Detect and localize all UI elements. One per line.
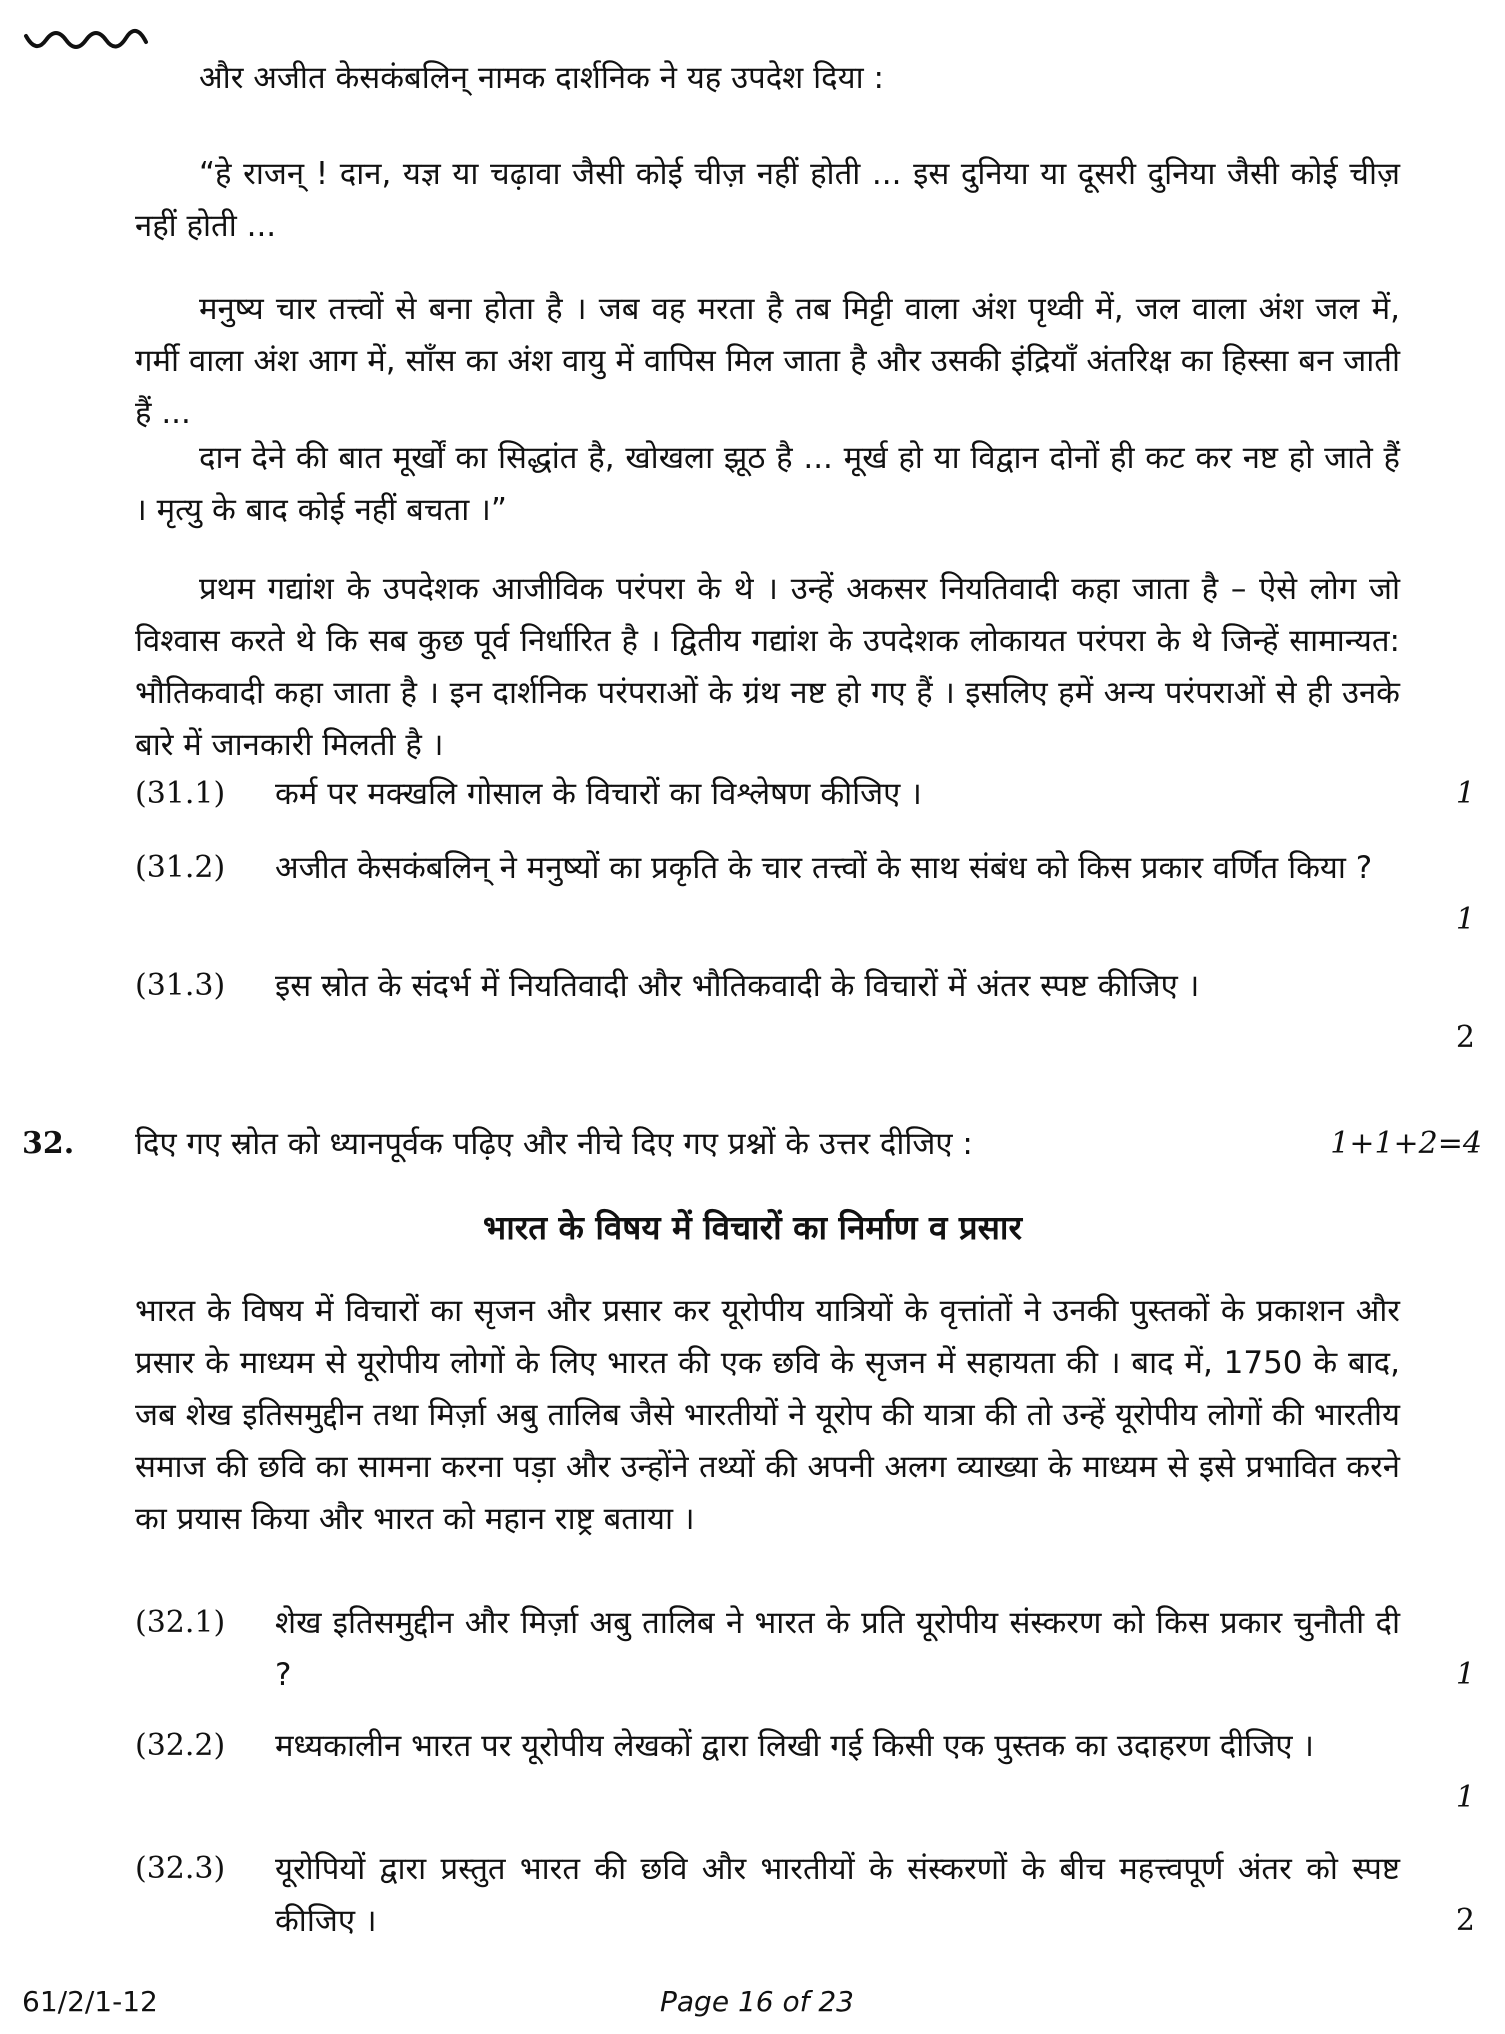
subquestion-text: यूरोपियों द्वारा प्रस्तुत भारत की छवि और भारतीयों के संस्करणों के बीच महत्त्वपूर्ण अंतर को स्पष्ट कीजिए ।	[275, 1851, 1400, 1939]
source-title: भारत के विषय में विचारों का निर्माण व प्रसार	[483, 1208, 1022, 1247]
source-text: भारत के विषय में विचारों का सृजन और प्रसार कर यूरोपीय यात्रियों के वृत्तांतों ने उनकी पुस्तकों के प्रकाशन और प्रसार के माध्यम से यूरोपीय लोगों के लिए भारत की एक छवि के सृजन में सहायता की । बाद में, 1750 के बाद, जब शेख इतिसमुद्दीन तथा मिर्ज़ा अबु तालिब जैसे भारतीयों ने यूरोप की यात्रा की तो उन्हें यूरोपीय लोगों की भारतीय समाज की छवि का सामना करना पड़ा और उन्होंने तथ्यों की अपनी अलग व्याख्या के माध्यम से इसे प्रभावित करने का प्रयास किया और भारत को महान राष्ट्र बताया ।	[135, 1293, 1400, 1537]
subquestion-32-1	[135, 1597, 1475, 1701]
subquestion-31-3	[135, 960, 1475, 1064]
quote-paragraph-1: “हे राजन् ! दान, यज्ञ या चढ़ावा जैसी कोई चीज़ नहीं होती ... इस दुनिया या दूसरी दुनिया जैसी कोई चीज़ नहीं होती ...	[135, 156, 1400, 244]
subquestion-31-1	[135, 768, 1475, 820]
subquestion-number: (31.1)	[135, 776, 226, 811]
subquestion-32-2	[135, 1720, 1475, 1824]
marks: 1	[1455, 1657, 1475, 1692]
subquestion-number: (31.2)	[135, 850, 226, 885]
question-number: 32.	[22, 1126, 75, 1161]
intro-line: और अजीत केसकंबलिन् नामक दार्शनिक ने यह उपदेश दिया :	[199, 60, 884, 96]
explanation-paragraph: प्रथम गद्यांश के उपदेशक आजीविक परंपरा के थे । उन्हें अकसर नियतिवादी कहा जाता है – ऐसे लोग जो विश्वास करते थे कि सब कुछ पूर्व निर्धारित है । द्वितीय गद्यांश के उपदेशक लोकायत परंपरा के थे जिन्हें सामान्यत: भौतिकवादी कहा जाता है । इन दार्शनिक परंपराओं के ग्रंथ नष्ट हो गए हैं । इसलिए हमें अन्य परंपराओं से ही उनके बारे में जानकारी मिलती है ।	[135, 571, 1400, 763]
marks: 1	[1455, 902, 1475, 937]
quote-paragraph-2: मनुष्य चार तत्त्वों से बना होता है । जब वह मरता है तब मिट्टी वाला अंश पृथ्वी में, जल वाला अंश जल में, गर्मी वाला अंश आग में, साँस का अंश वायु में वापिस मिल जाता है और उसकी इंद्रियाँ अंतरिक्ष का हिस्सा बन जाती हैं ...	[135, 291, 1400, 431]
subquestion-text: शेख इतिसमुद्दीन और मिर्ज़ा अबु तालिब ने भारत के प्रति यूरोपीय संस्करण को किस प्रकार चुनौती दी ?	[275, 1605, 1400, 1693]
subquestion-text: इस स्रोत के संदर्भ में नियतिवादी और भौतिकवादी के विचारों में अंतर स्पष्ट कीजिए ।	[275, 968, 1200, 1004]
question-instruction: दिए गए स्रोत को ध्यानपूर्वक पढ़िए और नीचे दिए गए प्रश्नों के उत्तर दीजिए :	[135, 1126, 973, 1162]
subquestion-number: (32.1)	[135, 1605, 226, 1640]
question-32-header	[22, 1118, 1482, 1170]
quote-paragraph-3: दान देने की बात मूर्खों का सिद्धांत है, खोखला झूठ है ... मूर्ख हो या विद्वान दोनों ही कट कर नष्ट हो जाते हैं । मृत्यु के बाद कोई नहीं बचता ।”	[135, 440, 1400, 528]
subquestion-number: (32.3)	[135, 1851, 226, 1886]
marks: 1	[1455, 776, 1475, 811]
subquestion-32-3	[135, 1843, 1475, 1947]
paper-code: 61/2/1-12	[22, 1985, 158, 2018]
marks: 2	[1455, 1020, 1475, 1055]
page-number: Page 16 of 23	[660, 1985, 854, 2018]
marks: 2	[1455, 1903, 1475, 1938]
subquestion-number: (31.3)	[135, 968, 226, 1003]
subquestion-text: कर्म पर मक्खलि गोसाल के विचारों का विश्लेषण कीजिए ।	[275, 776, 922, 812]
subquestion-text: अजीत केसकंबलिन् ने मनुष्यों का प्रकृति के चार तत्त्वों के साथ संबंध को किस प्रकार वर्णित किया ?	[275, 850, 1373, 886]
question-marks: 1+1+2=4	[1330, 1126, 1482, 1161]
marks: 1	[1455, 1780, 1475, 1815]
subquestion-text: मध्यकालीन भारत पर यूरोपीय लेखकों द्वारा लिखी गई किसी एक पुस्तक का उदाहरण दीजिए ।	[275, 1728, 1315, 1764]
subquestion-31-2	[135, 842, 1475, 946]
subquestion-number: (32.2)	[135, 1728, 226, 1763]
